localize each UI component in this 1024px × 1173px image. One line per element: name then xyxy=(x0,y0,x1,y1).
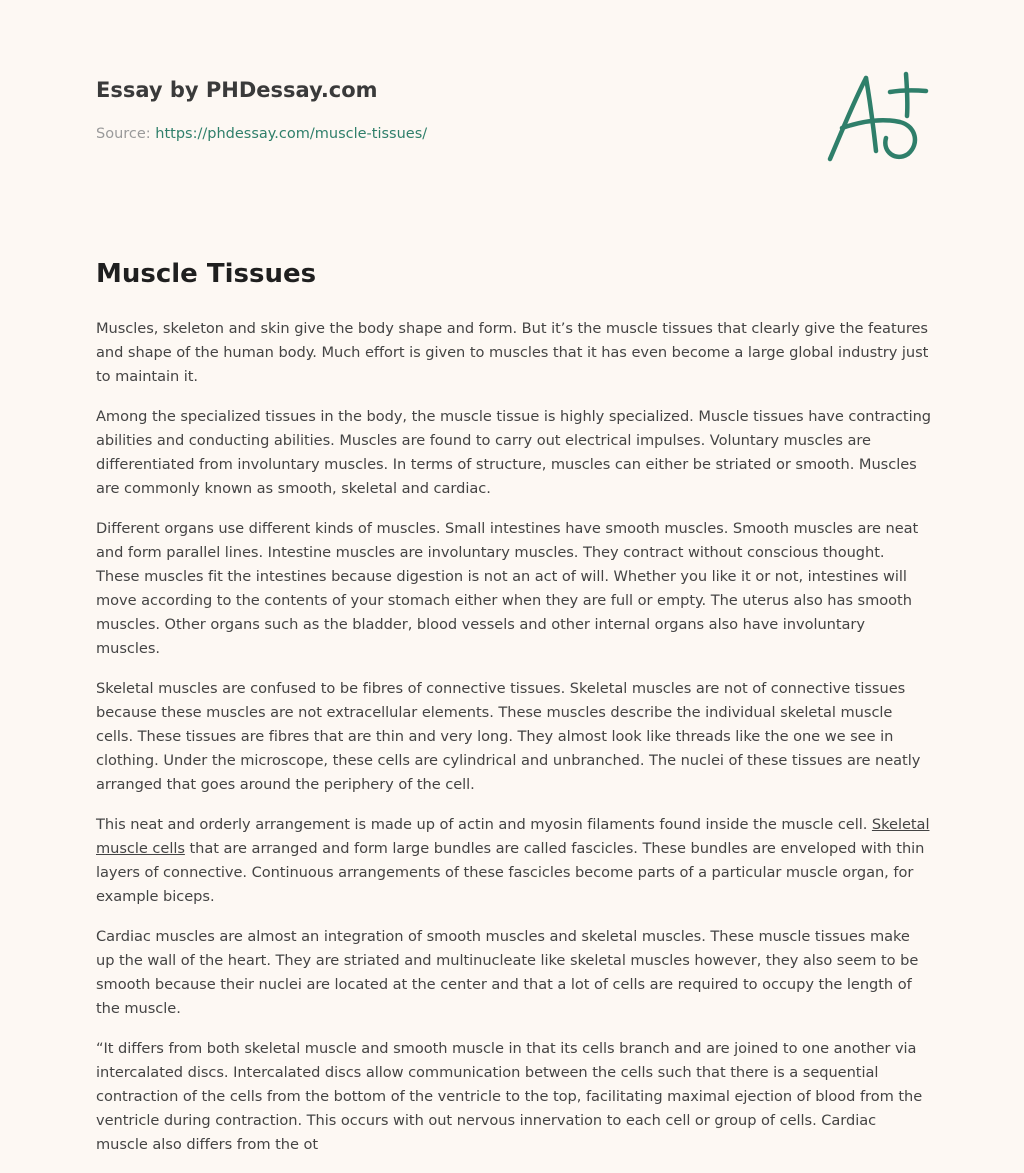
source-link[interactable]: https://phdessay.com/muscle-tissues/ xyxy=(155,126,428,142)
essay-paragraph xyxy=(96,813,932,909)
essay-content xyxy=(96,255,932,1173)
essay-paragraph: Muscles, skeleton and skin give the body shape and form. But it’s the muscle tissues that clearly give the features and shape of the human body. Much effort is given to muscles that it has even become a large global industry just to maintain it. xyxy=(96,320,929,385)
paragraph-text: that are arranged and form large bundles are called fascicles. These bundles are enveloped with thin layers of connective. Continuous arrangements of these fascicles become parts of a particular muscle organ, for example biceps. xyxy=(96,840,925,905)
essay-paragraph: “It differs from both skeletal muscle and smooth muscle in that its cells branch and are joined to one another via intercalated discs. Intercalated discs allow communication between the cells such that there is a sequential contraction of the cells from the bottom of the ventricle to the top, facilitating maximal ejection of blood from the ventricle during contraction. This occurs with out nervous innervation to each cell or group of cells. Cardiac muscle also differs from the ot xyxy=(96,1040,923,1153)
site-title: Essay by PHDessay.com xyxy=(96,78,378,102)
source-line xyxy=(96,124,796,144)
essay-paragraph: Different organs use different kinds of muscles. Small intestines have smooth muscles. Smooth muscles are neat and form parallel lines. Intestine muscles are involuntary muscles. They contract without conscious thought. These muscles fit the intestines because digestion is not an act of will. Whether you like it or not, intestines will move according to the contents of your stomach either when they are full or empty. The uterus also has smooth muscles. Other organs such as the bladder, blood vessels and other internal organs also have involuntary muscles. xyxy=(96,520,919,657)
page-header xyxy=(96,76,796,144)
skeletal-muscle-cells-link[interactable]: Skeletal muscle cells xyxy=(96,816,930,857)
source-label: Source: xyxy=(96,126,151,142)
essay-title: Muscle Tissues xyxy=(96,259,317,289)
paragraph-text: This neat and orderly arrangement is made up of actin and myosin filaments found inside the muscle cell. xyxy=(96,816,872,833)
essay-paragraph: Among the specialized tissues in the body, the muscle tissue is highly specialized. Muscle tissues have contracting abilities and conducting abilities. Muscles are found to carry out electrical impulses. Voluntary muscles are differentiated from involuntary muscles. In terms of structure, muscles can either be striated or smooth. Muscles are commonly known as smooth, skeletal and cardiac. xyxy=(96,408,932,497)
essay-paragraph: Skeletal muscles are confused to be fibres of connective tissues. Skeletal muscles are not of connective tissues because these muscles are not extracellular elements. These muscles describe the individual skeletal muscle cells. These tissues are fibres that are thin and very long. They almost look like threads like the one we see in clothing. Under the microscope, these cells are cylindrical and unbranched. The nuclei of these tissues are neatly arranged that goes around the periphery of the cell. xyxy=(96,680,921,793)
a-plus-logo-icon xyxy=(820,66,930,166)
essay-paragraph: Cardiac muscles are almost an integration of smooth muscles and skeletal muscles. These muscle tissues make up the wall of the heart. They are striated and multinucleate like skeletal muscles however, they also seem to be smooth because their nuclei are located at the center and that a lot of cells are required to occupy the length of the muscle. xyxy=(96,928,919,1017)
